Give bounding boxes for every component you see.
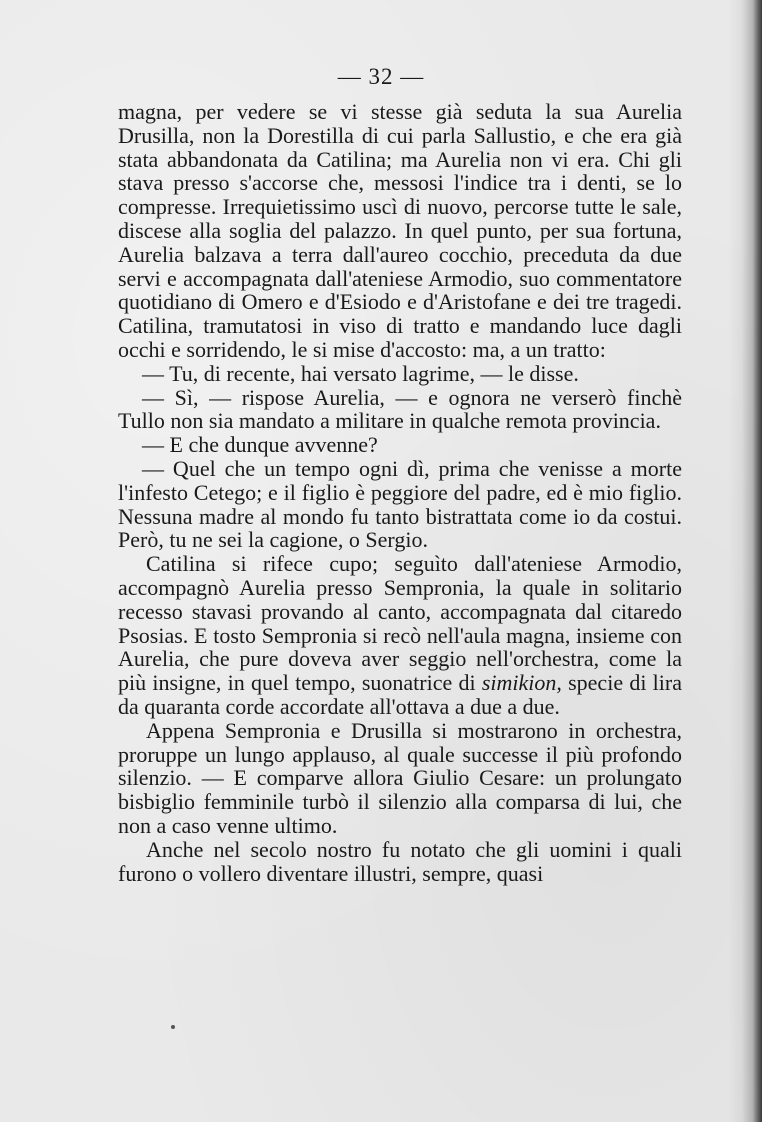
paragraph-6-text-after: specie di lira da quaranta corde accordate all'ottava a due a due. (118, 670, 682, 719)
paragraph-1: magna, per vedere se vi stesse già seduta la sua Aurelia Drusilla, non la Dorestilla di cui parla Sallustio, e che era già stata abbandonata da Catilina; ma Aurelia non vi era. Chi gli stava presso s'accorse che, messosi l'indice tra i denti, se lo compresse. Irrequietissimo uscì di nuovo, percorse tutte le sale, discese alla soglia del palazzo. In quel punto, per sua fortuna, Aurelia balzava a terra dall'aureo cocchio, preceduta da due servi e accompagnata dall'ateniese Armodio, suo commentatore quotidiano di Omero e d'Esiodo e d'Aristofane e dei tre tragedi. Catilina, tramutatosi in viso di tratto e mandando luce dagli occhi e sorridendo, le si mise d'accosto: ma, a un tratto: (118, 99, 682, 362)
paragraph-8: Anche nel secolo nostro fu notato che gli uomini i quali furono o vollero diventare illustri, sempre, quasi (118, 836, 682, 886)
paragraph-7: Appena Sempronia e Drusilla si mostrarono in orchestra, proruppe un lungo applauso, al quale successe il più profondo silenzio. — E comparve allora Giulio Cesare: un prolungato bisbiglio femminile turbò il silenzio alla comparsa di lui, che non a caso venne ultimo. (118, 717, 682, 838)
paragraph-6 (118, 552, 682, 719)
page-gutter-shadow (728, 0, 762, 1122)
paragraph-4: — E che dunque avvenne? (142, 432, 378, 458)
paragraph-3: — Sì, — rispose Aurelia, — e ognora ne verserò finchè Tullo non sia mandato a militare in qualche remota provincia. (118, 384, 682, 434)
paper-speck (171, 1025, 175, 1029)
page-number: — 32 — (337, 64, 425, 89)
paragraph-2: — Tu, di recente, hai versato lagrime, — le disse. (142, 360, 579, 386)
paragraph-6-emphasis: simikion, (481, 670, 562, 696)
body-text (118, 100, 682, 885)
paragraph-5: — Quel che un tempo ogni dì, prima che venisse a morte l'infesto Cetego; e il figlio è peggiore del padre, ed è mio figlio. Nessuna madre al mondo fu tanto bistrattata come io da costui. Però, tu ne sei la cagione, o Sergio. (118, 455, 682, 553)
paragraph-6-text-before: Catilina si rifece cupo; seguìto dall'ateniese Armodio, accompagnò Aurelia presso Sempronia, la quale in solitario recesso stavasi provando al canto, accompagnata dal citaredo Psosias. E tosto Sempronia si recò nell'aula magna, insieme con Aurelia, che pure doveva aver seggio nell'orchestra, come la più insigne, in quel tempo, suonatrice di (118, 551, 682, 696)
